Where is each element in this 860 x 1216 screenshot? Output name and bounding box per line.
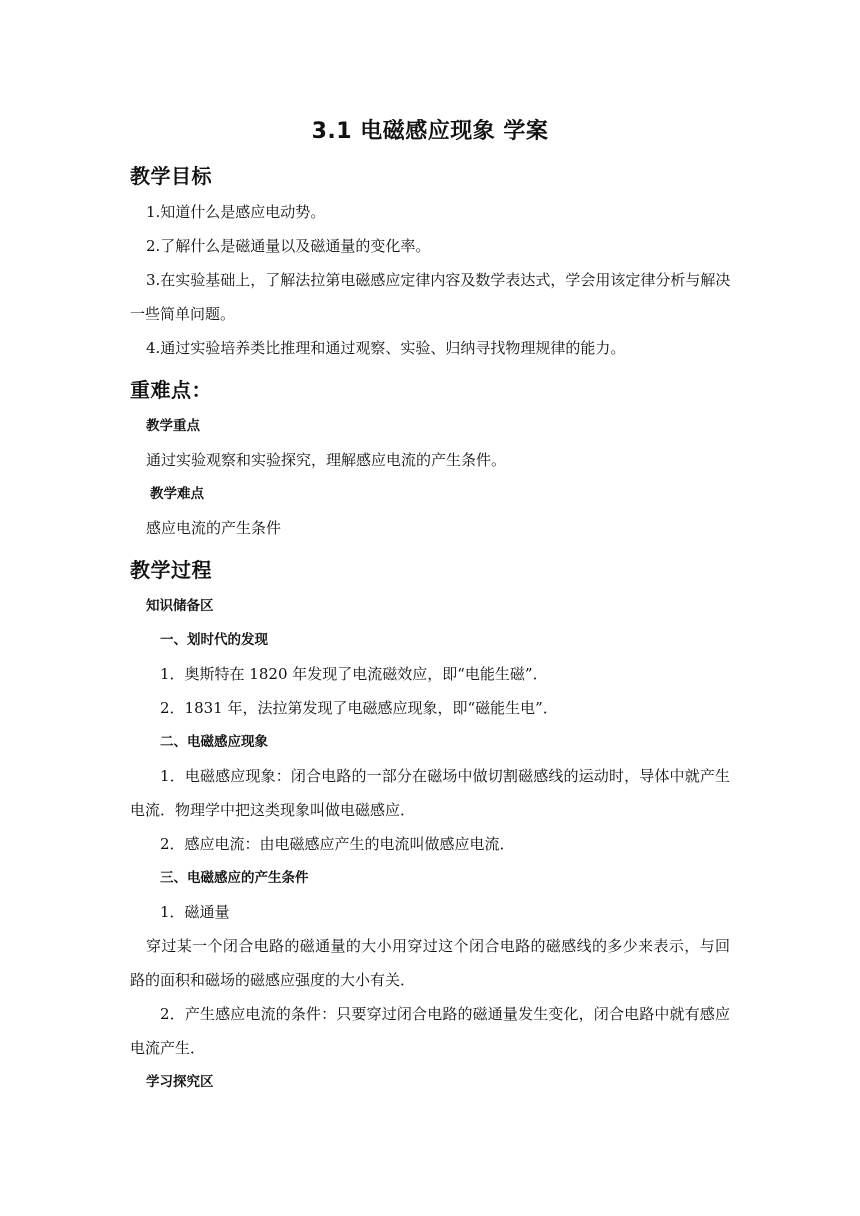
document-title: 3.1 电磁感应现象 学案 — [311, 119, 549, 144]
objective-item: 3.在实验基础上，了解法拉第电磁感应定律内容及数学表达式，学会用该定律分析与解决 — [146, 271, 731, 289]
section-3-item-2-continued: 电流产生． — [130, 1039, 206, 1057]
knowledge-reserve-label: 知识储备区 — [146, 598, 214, 614]
section-2-item-2: 2．感应电流：由电磁感应产生的电流叫做感应电流． — [160, 835, 515, 853]
teaching-focus-text: 通过实验观察和实验探究，理解感应电流的产生条件。 — [146, 451, 507, 469]
objective-item-continued: 一些简单问题。 — [130, 305, 236, 323]
teaching-difficulty-text: 感应电流的产生条件 — [146, 519, 282, 537]
section-1-item: 2．1831 年，法拉第发现了电磁感应现象，即“磁能生电”． — [160, 699, 558, 717]
section-2-title: 二、电磁感应现象 — [160, 734, 268, 750]
learning-inquiry-label: 学习探究区 — [146, 1074, 214, 1090]
process-heading: 教学过程 — [130, 558, 212, 582]
section-1-item: 1．奥斯特在 1820 年发现了电流磁效应，即“电能生磁”． — [160, 665, 548, 683]
objective-item: 4.通过实验培养类比推理和通过观察、实验、归纳寻找物理规律的能力。 — [146, 339, 626, 357]
objective-item: 1.知道什么是感应电动势。 — [146, 203, 326, 221]
section-3-item-1-desc: 穿过某一个闭合电路的磁通量的大小用穿过这个闭合电路的磁感线的多少来表示，与回 — [146, 937, 730, 955]
section-2-item-1-continued: 电流．物理学中把这类现象叫做电磁感应． — [130, 801, 416, 819]
teaching-focus-label: 教学重点 — [146, 418, 200, 434]
section-3-title: 三、电磁感应的产生条件 — [160, 870, 309, 886]
section-2-item-1: 1．电磁感应现象：闭合电路的一部分在磁场中做切割磁感线的运动时，导体中就产生 — [160, 767, 730, 785]
section-3-item-1: 1．磁通量 — [160, 903, 230, 921]
section-3-item-1-desc-continued: 路的面积和磁场的磁感应强度的大小有关． — [130, 971, 416, 989]
teaching-difficulty-label: 教学难点 — [150, 486, 204, 502]
objective-item: 2.了解什么是磁通量以及磁通量的变化率。 — [146, 237, 431, 255]
objectives-heading: 教学目标 — [130, 164, 212, 188]
key-points-heading: 重难点： — [130, 378, 212, 402]
section-1-title: 一、划时代的发现 — [160, 632, 268, 648]
section-3-item-2: 2．产生感应电流的条件：只要穿过闭合电路的磁通量发生变化，闭合电路中就有感应 — [160, 1005, 730, 1023]
